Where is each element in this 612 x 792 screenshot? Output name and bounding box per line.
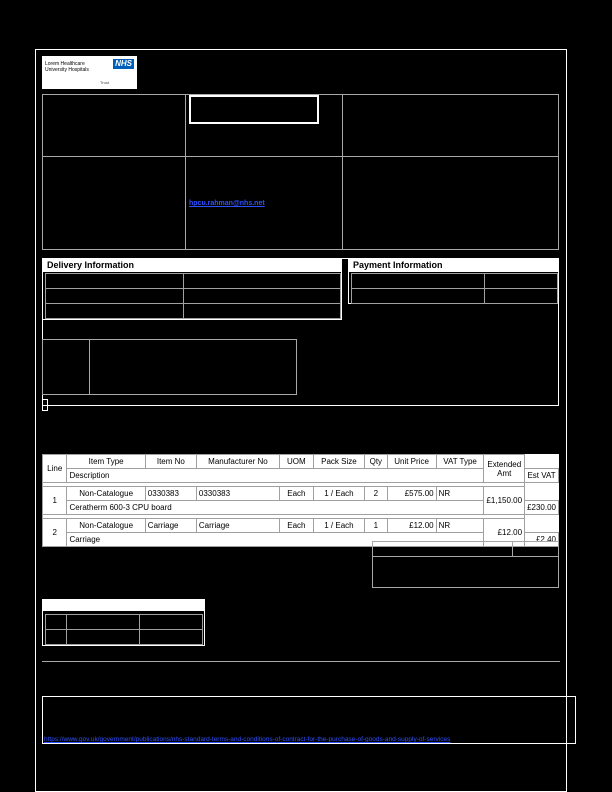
logo-trust-label: Trust: [100, 80, 109, 85]
payment-section: [348, 258, 559, 304]
col-item-type: Item Type: [67, 455, 145, 469]
header-divider-v1: [185, 94, 186, 250]
table-row-description: Ceratherm 600-3 CPU board £230.00: [43, 501, 559, 515]
small-marker: [42, 399, 48, 411]
col-extended-amt: Extended Amt: [484, 455, 525, 483]
col-description: Description: [67, 469, 484, 483]
logo-text: Lorem Healthcare University Hospitals: [45, 61, 89, 73]
col-pack-size: Pack Size: [313, 455, 364, 469]
table-row-description: Carriage £2.40: [43, 533, 559, 547]
supplier-email-link[interactable]: hpcu.rahman@nhs.net: [189, 200, 265, 207]
totals-box: [372, 541, 559, 588]
nhs-badge: NHS: [115, 59, 132, 68]
col-line: Line: [43, 455, 67, 483]
delivery-address-box: [42, 339, 297, 395]
col-item-no: Item No: [145, 455, 196, 469]
header-divider-h: [42, 156, 559, 157]
separator-line: [42, 661, 560, 662]
delivery-section: [42, 258, 342, 320]
delivery-address-divider: [89, 339, 90, 395]
header-divider-v2: [342, 94, 343, 250]
col-uom: UOM: [280, 455, 314, 469]
payment-grid: [351, 273, 558, 304]
summary-title-bar: [43, 600, 204, 611]
col-est-vat: Est VAT: [525, 469, 559, 483]
totals-divider-h: [372, 556, 559, 557]
summary-section: [42, 599, 205, 646]
order-items-table: [42, 454, 559, 547]
nhs-trust-logo: [42, 56, 137, 89]
totals-divider-v: [512, 541, 513, 556]
col-qty: Qty: [365, 455, 387, 469]
table-row: 2 Non-Catalogue Carriage Carriage Each 1 / Each 1 £12.00 NR £12.00: [43, 519, 559, 533]
col-manufacturer-no: Manufacturer No: [196, 455, 279, 469]
col-vat-type: VAT Type: [436, 455, 484, 469]
delivery-grid: [45, 273, 341, 319]
document-title-box: [189, 95, 319, 124]
table-header-row-1: [43, 455, 559, 469]
col-unit-price: Unit Price: [387, 455, 436, 469]
delivery-title: Delivery Information: [43, 259, 341, 272]
table-header-row-2: [43, 469, 559, 483]
table-row: 1 Non-Catalogue 0330383 0330383 Each 1 / Each 2 £575.00 NR £1,150.00: [43, 487, 559, 501]
summary-grid: [45, 614, 203, 645]
payment-title: Payment Information: [349, 259, 558, 272]
terms-conditions-link[interactable]: https://www.gov.uk/government/publications/nhs-standard-terms-and-conditions-of-contract-for-the-purchase-of-goods-and-supply-of-services: [44, 736, 451, 743]
